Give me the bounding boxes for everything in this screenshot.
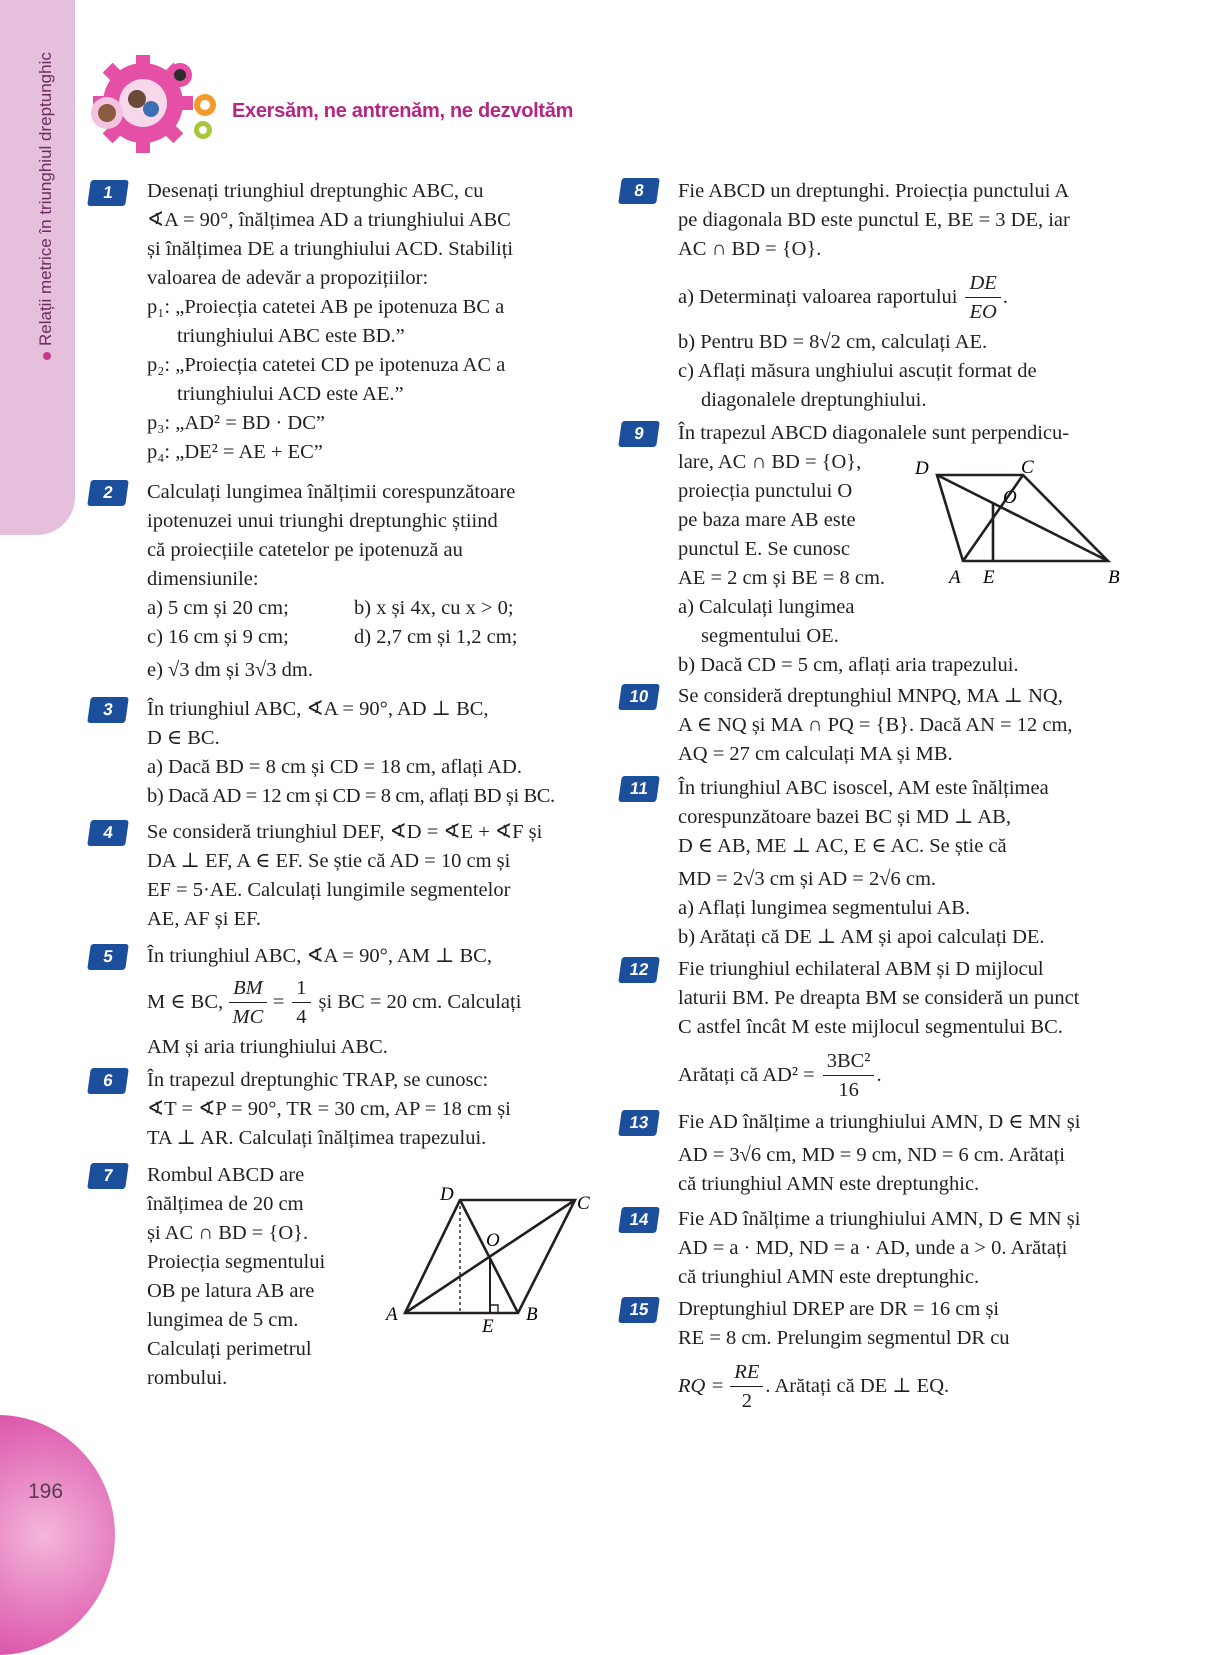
exercise-6 <box>147 1066 511 1153</box>
proposition-p2: p₂: „Proiecția catetei CD pe ipotenuza AC a <box>147 354 506 376</box>
label-c: C <box>577 1193 590 1214</box>
text-fragment: și BC = 20 cm. Calculați <box>318 990 522 1013</box>
equation-line <box>678 1044 1079 1106</box>
fraction-numerator: 1 <box>292 974 310 1003</box>
exercise-text-line: Calculați lungimea înălțimii corespunzătoare <box>147 481 516 503</box>
exercise-15 <box>678 1295 1010 1417</box>
option-b: b) Pentru BD = 8√2 cm, calculați AE. <box>678 331 988 353</box>
exercise-text-line: AE = 2 cm și BE = 8 cm. <box>678 567 886 589</box>
exercise-1 <box>147 177 513 467</box>
exercise-4 <box>147 818 542 934</box>
text-fragment: Arătați că AD² = <box>678 1063 815 1086</box>
text-fragment: M ∈ BC, <box>147 990 224 1013</box>
option-b: b) Dacă CD = 5 cm, aflați aria trapezului. <box>678 654 1019 676</box>
gears-logo-icon <box>85 55 225 160</box>
ratio-line <box>147 971 587 1033</box>
exercise-text-line: Rombul ABCD are <box>147 1164 305 1186</box>
exercise-text-line: MD = 2√3 cm și AD = 2√6 cm. <box>678 868 937 890</box>
exercise-text-line: că proiecțiile catetelor pe ipotenuză au <box>147 539 463 561</box>
exercise-number-badge: 11 <box>618 776 660 802</box>
exercise-text-line: punctul E. Se cunosc <box>678 538 850 560</box>
option-b: b) Arătați că DE ⊥ AM și apoi calculați DE. <box>678 926 1045 948</box>
exercise-text-line: Fie triunghiul echilateral ABM și D mijlocul <box>678 958 1044 980</box>
exercise-number-badge: 1 <box>87 180 129 206</box>
exercise-7 <box>147 1161 325 1393</box>
fraction-numerator: 3BC² <box>823 1047 875 1076</box>
proposition-p2-cont: triunghiului ACD este AE.” <box>177 383 404 405</box>
option-b: b) x și 4x, cu x > 0; <box>354 597 514 619</box>
exercise-number-badge: 12 <box>618 957 660 983</box>
fraction-denominator: EO <box>969 300 997 323</box>
exercise-5 <box>147 942 587 1062</box>
exercise-text-line: AQ = 27 cm calculați MA și MB. <box>678 743 953 765</box>
text-fragment: RQ = <box>678 1374 725 1397</box>
section-title: Exersăm, ne antrenăm, ne dezvoltăm <box>232 100 574 122</box>
label-e: E <box>983 567 995 588</box>
exercise-text-line: înălțimea de 20 cm <box>147 1193 304 1215</box>
trapezoid-figure <box>905 455 1130 590</box>
exercise-number-badge: 15 <box>618 1297 660 1323</box>
option-a: a) Dacă BD = 8 cm și CD = 18 cm, aflați AD. <box>147 756 522 778</box>
exercise-text-line: Calculați perimetrul <box>147 1338 312 1360</box>
exercise-text-line: pe diagonala BD este punctul E, BE = 3 DE, iar <box>678 209 1070 231</box>
option-a-cont: segmentului OE. <box>701 625 839 647</box>
exercise-number-badge: 6 <box>87 1068 129 1094</box>
exercise-number-badge: 13 <box>618 1110 660 1136</box>
text-fragment: a) Determinați valoarea raportului <box>678 285 958 308</box>
exercise-text-line: TA ⊥ AR. Calculați înălțimea trapezului. <box>147 1127 487 1149</box>
exercise-number-badge: 14 <box>618 1207 660 1233</box>
exercise-text-line: A ∈ NQ și MA ∩ PQ = {B}. Dacă AN = 12 cm, <box>678 714 1073 736</box>
exercise-text-line: ∢T = ∢P = 90°, TR = 30 cm, AP = 18 cm și <box>147 1098 511 1120</box>
exercise-text-line: valoarea de adevăr a propozițiilor: <box>147 267 429 289</box>
fraction-numerator: BM <box>229 974 267 1003</box>
rhombus-figure <box>380 1180 600 1340</box>
exercise-text-line: AE, AF și EF. <box>147 908 261 930</box>
proposition-p1: p₁: „Proiecția catetei AB pe ipotenuza BC a <box>147 296 505 318</box>
exercise-text-line: AD = a · MD, ND = a · AD, unde a > 0. Arătați <box>678 1237 1068 1259</box>
exercise-number-badge: 10 <box>618 684 660 710</box>
exercise-text-line: Dreptunghiul DREP are DR = 16 cm și <box>678 1298 1000 1320</box>
exercise-14 <box>678 1205 1080 1292</box>
text-fragment: . <box>1002 285 1008 308</box>
exercise-text-line: lungimea de 5 cm. <box>147 1309 299 1331</box>
exercise-number-badge: 9 <box>618 421 660 447</box>
option-c: c) Aflați măsura unghiului ascuțit format de <box>678 360 1037 382</box>
label-d: D <box>915 458 929 479</box>
label-b: B <box>526 1304 538 1325</box>
exercise-text-line: D ∈ AB, ME ⊥ AC, E ∈ AC. Se știe că <box>678 835 1007 857</box>
exercise-text-line: AM și aria triunghiului ABC. <box>147 1036 388 1058</box>
proposition-p3: p₃: „AD² = BD · DC” <box>147 412 326 434</box>
fraction-numerator: RE <box>730 1358 763 1387</box>
exercise-text-line: pe baza mare AB este <box>678 509 856 531</box>
exercise-text-line: Se consideră dreptunghiul MNPQ, MA ⊥ NQ, <box>678 685 1063 707</box>
exercise-text-line: D ∈ BC. <box>147 727 220 749</box>
option-a: a) 5 cm și 20 cm; <box>147 597 289 619</box>
exercise-text-line: că triunghiul AMN este dreptunghic. <box>678 1266 980 1288</box>
exercise-text-line: Fie AD înălțime a triunghiului AMN, D ∈ MN și <box>678 1111 1081 1133</box>
fraction <box>229 974 267 1031</box>
exercise-number-badge: 7 <box>87 1163 129 1189</box>
option-a: a) Calculați lungimea <box>678 596 855 618</box>
fraction <box>823 1047 875 1104</box>
exercise-text-line: că triunghiul AMN este dreptunghic. <box>678 1173 980 1195</box>
exercise-text-line: Fie ABCD un dreptunghi. Proiecția punctului A <box>678 180 1070 202</box>
exercise-13 <box>678 1108 1080 1199</box>
text-fragment: = <box>272 990 285 1013</box>
option-a: a) Aflați lungimea segmentului AB. <box>678 897 971 919</box>
label-c: C <box>1021 457 1034 478</box>
exercise-3 <box>147 695 555 811</box>
exercise-number-badge: 4 <box>87 820 129 846</box>
exercise-number-badge: 5 <box>87 944 129 970</box>
text-fragment: . Arătați că DE ⊥ EQ. <box>765 1374 950 1397</box>
equation-line <box>678 1355 1010 1417</box>
exercise-text-line: OB pe latura AB are <box>147 1280 315 1302</box>
fraction <box>965 269 1000 326</box>
sidebar-chapter-label: Relații metrice în triunghiul dreptunghic <box>36 52 56 360</box>
exercise-text-line: În trapezul ABCD diagonalele sunt perpendicu- <box>678 422 1070 444</box>
exercise-10 <box>678 682 1073 769</box>
page-number: 196 <box>28 1480 64 1503</box>
exercise-text-line: EF = 5·AE. Calculați lungimile segmentelor <box>147 879 511 901</box>
fraction-numerator: DE <box>965 269 1000 298</box>
exercise-text-line: În triunghiul ABC, ∢A = 90°, AD ⊥ BC, <box>147 698 489 720</box>
label-o: O <box>1003 487 1017 508</box>
exercise-text-line: rombului. <box>147 1367 228 1389</box>
diagonal-bd <box>937 475 1108 561</box>
fraction-denominator: 2 <box>741 1389 752 1412</box>
exercise-text-line: Fie AD înălțime a triunghiului AMN, D ∈ MN și <box>678 1208 1081 1230</box>
exercise-number-badge: 2 <box>87 480 129 506</box>
exercise-text-line: În triunghiul ABC isoscel, AM este înălțimea <box>678 777 1049 799</box>
label-a: A <box>949 567 961 588</box>
exercise-text-line: AD = 3√6 cm, MD = 9 cm, ND = 6 cm. Arătați <box>678 1144 1065 1166</box>
label-b: B <box>1108 567 1120 588</box>
proposition-p4: p₄: „DE² = AE + EC” <box>147 441 323 463</box>
exercise-text-line: și AC ∩ BD = {O}. <box>147 1222 309 1244</box>
exercise-text-line: laturii BM. Pe dreapta BM se consideră un punct <box>678 987 1080 1009</box>
exercise-text-line: Proiecția segmentului <box>147 1251 326 1273</box>
label-e: E <box>482 1316 494 1337</box>
option-c: c) 16 cm și 9 cm; <box>147 626 289 648</box>
page-corner-decoration <box>0 1415 115 1655</box>
exercise-8 <box>678 177 1070 415</box>
fraction <box>292 974 310 1031</box>
exercise-text-line: DA ⊥ EF, A ∈ EF. Se știe că AD = 10 cm și <box>147 850 511 872</box>
label-d: D <box>440 1184 454 1205</box>
exercise-text-line: dimensiunile: <box>147 568 259 590</box>
option-a <box>678 266 1070 328</box>
fraction <box>730 1358 763 1415</box>
exercise-text-line: În trapezul dreptunghic TRAP, se cunosc: <box>147 1069 489 1091</box>
exercise-11 <box>678 774 1049 952</box>
exercise-12 <box>678 955 1079 1106</box>
exercise-text-line: ∢A = 90°, înălțimea AD a triunghiului ABC <box>147 209 511 231</box>
fraction-denominator: 16 <box>838 1078 859 1101</box>
proposition-p1-cont: triunghiului ABC este BD.” <box>177 325 405 347</box>
exercise-text-line: corespunzătoare bazei BC și MD ⊥ AB, <box>678 806 1011 828</box>
option-c-cont: diagonalele dreptunghiului. <box>701 389 927 411</box>
exercise-text-line: lare, AC ∩ BD = {O}, <box>678 451 862 473</box>
exercise-text-line: proiecția punctului O <box>678 480 853 502</box>
exercise-text-line: În triunghiul ABC, ∢A = 90°, AM ⊥ BC, <box>147 945 492 967</box>
exercise-text-line: C astfel încât M este mijlocul segmentului BC. <box>678 1016 1063 1038</box>
exercise-text-line: RE = 8 cm. Prelungim segmentul DR cu <box>678 1327 1010 1349</box>
fraction-denominator: 4 <box>296 1005 307 1028</box>
fraction-denominator: MC <box>232 1005 264 1028</box>
exercise-2 <box>147 478 517 685</box>
label-o: O <box>486 1230 500 1251</box>
exercise-text-line: Desenați triunghiul dreptunghic ABC, cu <box>147 180 484 202</box>
bullet-icon <box>43 352 51 360</box>
exercise-text-line: și înălțimea DE a triunghiului ACD. Stabiliți <box>147 238 514 260</box>
exercise-number-badge: 8 <box>618 178 660 204</box>
exercise-text-line: ipotenuzei unui triunghi dreptunghic știind <box>147 510 498 532</box>
exercise-text-line: AC ∩ BD = {O}. <box>678 238 822 260</box>
exercise-number-badge: 3 <box>87 697 129 723</box>
exercise-text-line: Se consideră triunghiul DEF, ∢D = ∢E + ∢F și <box>147 821 543 843</box>
label-a: A <box>386 1304 398 1325</box>
option-e: e) √3 dm și 3√3 dm. <box>147 659 313 681</box>
text-fragment: . <box>876 1063 882 1086</box>
option-b: b) Dacă AD = 12 cm și CD = 8 cm, aflați BD și BC. <box>147 785 555 807</box>
option-d: d) 2,7 cm și 1,2 cm; <box>354 626 518 648</box>
